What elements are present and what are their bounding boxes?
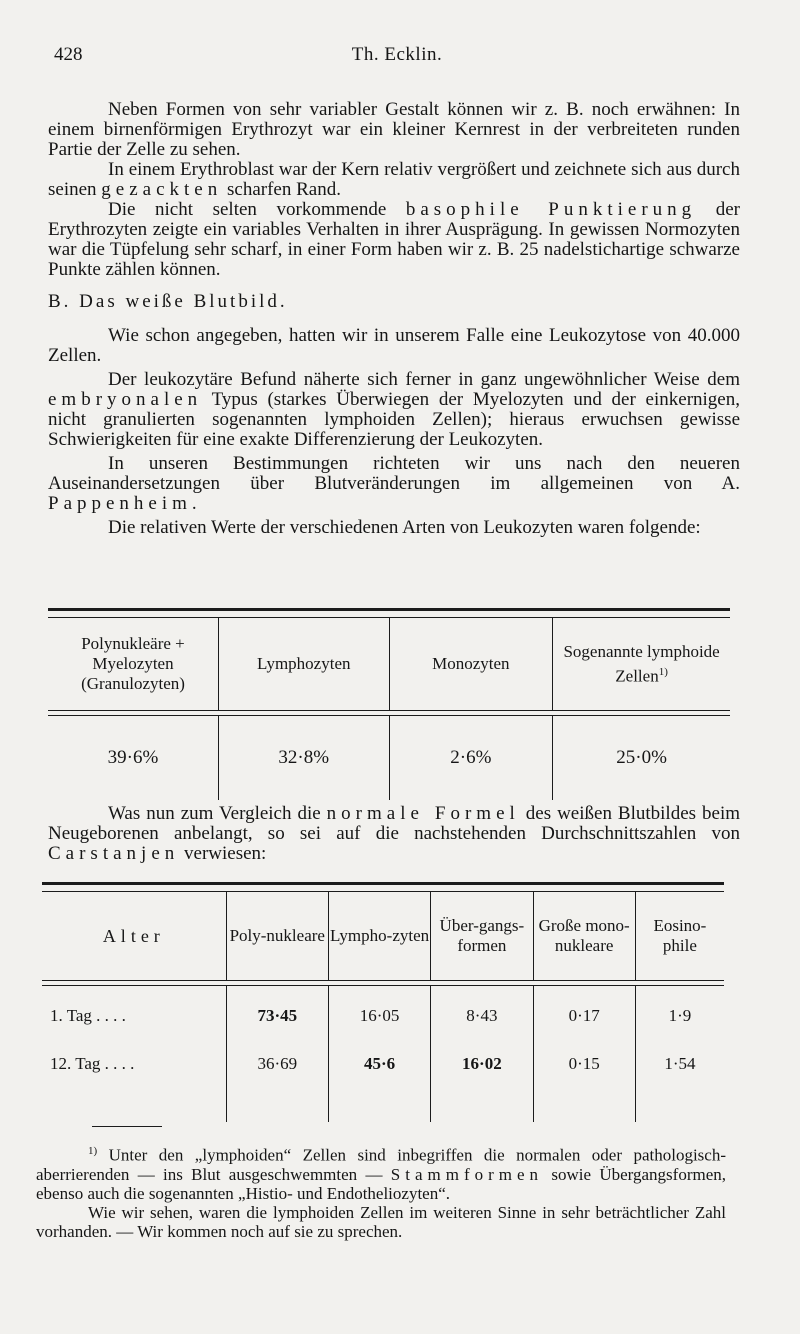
table2-rule-top	[42, 882, 724, 892]
t1-value-monozyten: 2·6%	[389, 716, 553, 800]
table-row	[42, 1046, 724, 1082]
t2-row2-poly: 36·69	[226, 1046, 328, 1082]
text-block-2	[48, 292, 740, 312]
t1-header-lymphozyten: Lymphozyten	[219, 618, 390, 710]
t1-header-lymphoide: Sogenannte lymphoide Zellen$^{1)}$	[553, 618, 730, 710]
t2-row1-poly: 73·45	[226, 986, 328, 1046]
paragraph-7: Die relativen Werte der verschiedenen Arten von Leukozyten waren folgende:	[108, 517, 701, 538]
t2-row2-gross: 0·15	[533, 1046, 635, 1082]
paragraph-2: In einem Erythroblast war der Kern relativ vergrößert und zeichnete sich aus durch seinen gezackten scharfen Rand.	[48, 159, 740, 200]
t2-header-alter: Alter	[102, 926, 165, 946]
section-heading: B. Das weiße Blutbild.	[48, 291, 288, 312]
page-number: 428	[54, 44, 83, 65]
footnote-block	[36, 1142, 726, 1241]
t1-value-lymphozyten: 32·8%	[219, 716, 390, 800]
t1-header-granulozyten: Polynukleäre + Myelozyten (Granulozyten)	[81, 634, 185, 693]
t2-row1-gross: 0·17	[533, 986, 635, 1046]
t2-header-eosinophile: Eosino-phile	[635, 892, 724, 980]
paragraph-1: Neben Formen von sehr variabler Gestalt können wir z. B. noch erwähnen: In einem birnenförmigen Erythrozyt war ein kleiner Kernrest in der verbreiteten runden Partie der Zelle zu sehen.	[48, 99, 740, 160]
t1-value-lymphoide: 25·0%	[553, 716, 730, 800]
table-row	[42, 986, 724, 1046]
t2-row1-age: 1. Tag . . . .	[50, 1006, 126, 1025]
t2-row2-eos: 1·54	[635, 1046, 724, 1082]
t2-row2-age: 12. Tag . . . .	[50, 1054, 135, 1073]
paragraph-5: Der leukozytäre Befund näherte sich ferner in ganz ungewöhnlicher Weise dem embryonalen Typus (starkes Überwiegen der Myelozyten und der einkernigen, nicht granulierten sogenannten lymphoiden Zellen); hieraus erwuchsen gewisse Schwierigkeiten für eine exakte Differenzierung der Leukozyten.	[48, 369, 740, 450]
t2-row1-eos: 1·9	[635, 986, 724, 1046]
paragraph-4: Wie schon angegeben, hatten wir in unserem Falle eine Leukozytose von 40.000 Zellen.	[48, 325, 740, 366]
footnote-rule	[92, 1126, 162, 1127]
table-rule-top	[48, 608, 730, 618]
table-leukocyte-values	[48, 608, 730, 800]
paragraph-8: Was nun zum Vergleich die normale Formel des weißen Blutbildes beim Neugeborenen anbelangt, so sei auf die nachstehenden Durchschnittszahlen von Carstanjen verwiesen:	[48, 803, 741, 864]
t2-header-uebergangsformen: Über-gangs-formen	[431, 892, 533, 980]
closing-paragraph: Wie wir sehen, waren die lymphoiden Zellen im weiteren Sinne in sehr beträchtlicher Zahl vorhanden. — Wir kommen noch auf sie zu sprechen.	[36, 1202, 726, 1241]
text-block-4	[48, 804, 740, 864]
page-header	[54, 44, 740, 74]
text-block-1	[48, 100, 740, 280]
t2-header-lymphozyten: Lympho-zyten	[328, 892, 430, 980]
t1-value-granulozyten: 39·6%	[107, 747, 159, 768]
t1-header-monozyten: Monozyten	[389, 618, 553, 710]
t2-header-polynukleare: Poly-nukleare	[226, 892, 328, 980]
running-head-author: Th. Ecklin.	[351, 44, 443, 65]
text-block-3	[48, 326, 740, 538]
t2-row1-lympho: 16·05	[328, 986, 430, 1046]
paragraph-3: Die nicht selten vorkommende basophile Punktierung der Erythrozyten zeigte ein variables Verhalten in ihrer Ausprägung. In gewissen Normozyten war die Tüpfelung sehr scharf, in einer Form haben wir z. B. 25 nadelstichartige schwarze Punkte zählen können.	[48, 199, 741, 280]
table-carstanjen	[42, 882, 724, 1122]
t2-row2-ueber: 16·02	[431, 1046, 533, 1082]
t2-row1-ueber: 8·43	[431, 986, 533, 1046]
paragraph-6: In unseren Bestimmungen richteten wir uns nach den neueren Auseinandersetzungen über Blutveränderungen im allgemeinen von A. Pappenheim.	[48, 453, 740, 514]
t2-header-grosse-mononukleare: Große mono-nukleare	[533, 892, 635, 980]
t2-row2-lympho: 45·6	[328, 1046, 430, 1082]
footnote: $^{1)}$ Unter den „lymphoiden“ Zellen sind inbegriffen die normalen oder pathologisch-aberrierenden — ins Blut ausgeschwemmten — Stammformen sowie Übergangsformen, ebenso auch die sogenannten „Histio- und Endotheliozyten“.	[36, 1145, 727, 1203]
